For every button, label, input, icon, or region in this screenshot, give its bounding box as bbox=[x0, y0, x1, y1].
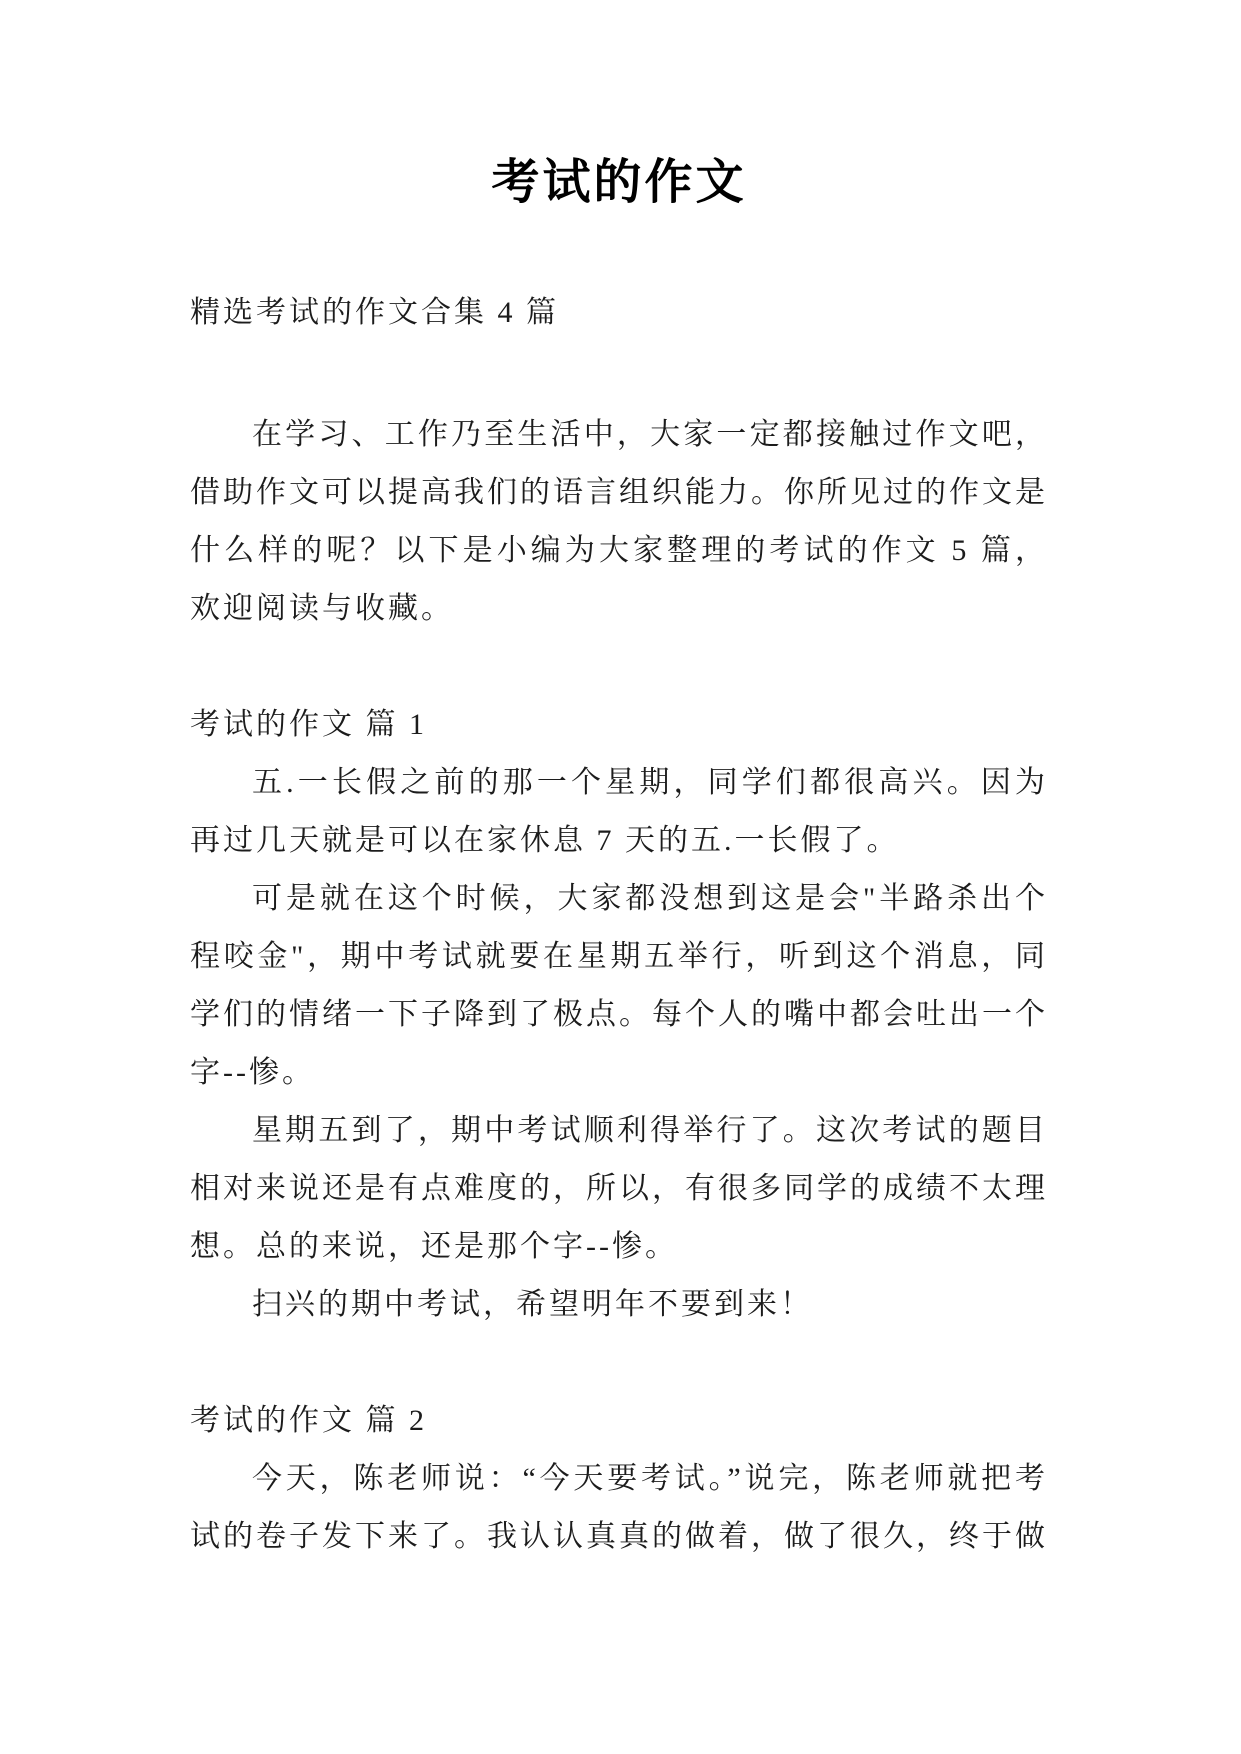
essay-1-paragraph-2: 可是就在这个时候，大家都没想到这是会"半路杀出个程咬金"，期中考试就要在星期五举行，听到这个消息，同学们的情绪一下子降到了极点。每个人的嘴中都会吐出一个字--惨。 bbox=[190, 882, 1048, 1089]
section-heading-essay-2: 考试的作文 篇 2 bbox=[190, 1404, 427, 1437]
essay-1-paragraph-4: 扫兴的期中考试，希望明年不要到来！ bbox=[252, 1288, 813, 1321]
document-content bbox=[0, 158, 1241, 1566]
essay-1-paragraph-1: 五.一长假之前的那一个星期，同学们都很高兴。因为再过几天就是可以在家休息 7 天的五.一长假了。 bbox=[190, 766, 1048, 857]
intro-paragraph: 在学习、工作乃至生活中，大家一定都接触过作文吧，借助作文可以提高我们的语言组织能力。你所见过的作文是什么样的呢？以下是小编为大家整理的考试的作文 5 篇，欢迎阅读与收藏。 bbox=[190, 418, 1048, 625]
essay-2-paragraph-1: 今天，陈老师说：“今天要考试。”说完，陈老师就把考试的卷子发下来了。我认认真真的做着，做了很久，终于做 bbox=[190, 1462, 1048, 1553]
document-title: 考试的作文 bbox=[491, 156, 747, 209]
document-subtitle: 精选考试的作文合集 4 篇 bbox=[190, 296, 559, 329]
section-heading-essay-1: 考试的作文 篇 1 bbox=[190, 708, 427, 741]
essay-1-paragraph-3: 星期五到了，期中考试顺利得举行了。这次考试的题目相对来说还是有点难度的，所以，有很多同学的成绩不太理想。总的来说，还是那个字--惨。 bbox=[190, 1114, 1048, 1263]
